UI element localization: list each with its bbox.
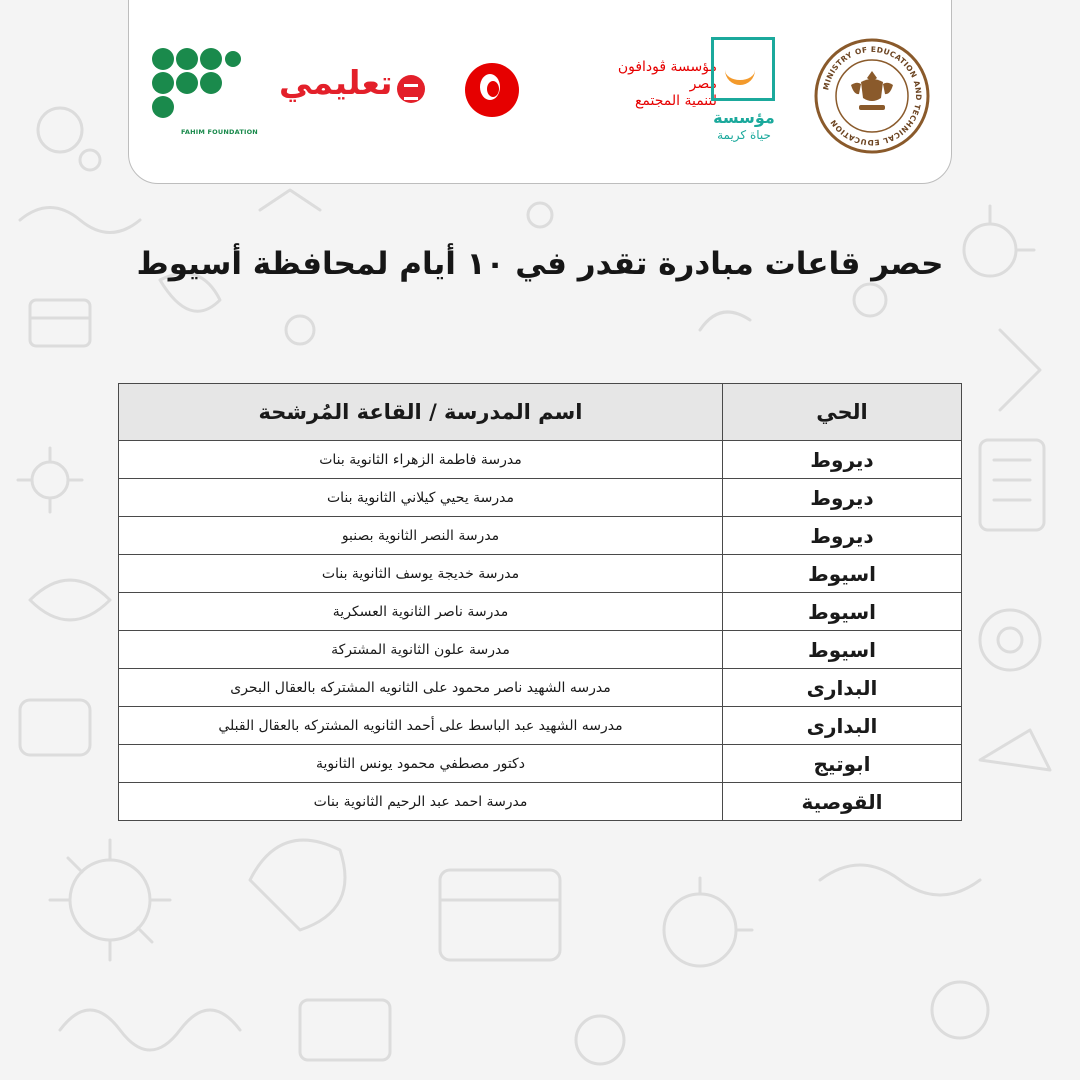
table-row: [119, 479, 962, 517]
table-row: [119, 441, 962, 479]
logo-header-card: [128, 0, 952, 184]
vodafone-speechmark-icon: [465, 63, 519, 117]
school-cell: مدرسة علون الثانوية المشتركة: [119, 631, 723, 669]
school-cell: مدرسة يحيي كيلاني الثانوية بنات: [119, 479, 723, 517]
district-cell: اسيوط: [723, 593, 962, 631]
vodafone-foundation-logo: [465, 59, 725, 139]
vodafone-label-line1: مؤسسة ڤودافون: [617, 59, 717, 75]
table-row: [119, 669, 962, 707]
district-cell: اسيوط: [723, 631, 962, 669]
table-row: [119, 745, 962, 783]
school-cell: مدرسة احمد عبد الرحيم الثانوية بنات: [119, 783, 723, 821]
hayah-karima-label-1: مؤسسة: [713, 108, 775, 127]
table-row: [119, 631, 962, 669]
table-row: [119, 707, 962, 745]
ministry-seal-label: MINISTRY OF EDUCATION AND TECHNICAL EDUCATION: [821, 44, 924, 148]
fahim-foundation-logo: [151, 47, 261, 147]
table-row: [119, 517, 962, 555]
school-cell: مدرسه الشهيد ناصر محمود على الثانويه المشتركه بالعقال البحرى: [119, 669, 723, 707]
school-cell: مدرسه الشهيد عبد الباسط على أحمد الثانويه المشتركه بالعقال القبلي: [119, 707, 723, 745]
district-column-header: الحي: [723, 384, 962, 441]
page-title: حصر قاعات مبادرة تقدر في ١٠ أيام لمحافظة أسيوط: [136, 246, 944, 282]
school-halls-table: [118, 383, 962, 821]
school-cell: مدرسة النصر الثانوية بصنبو: [119, 517, 723, 555]
table-header-row: [119, 384, 962, 441]
vodafone-label-line3: لتنمية المجتمع: [634, 93, 717, 109]
school-cell: دكتور مصطفي محمود يونس الثانوية: [119, 745, 723, 783]
hayah-karima-logo: [707, 33, 785, 155]
school-cell: مدرسة خديجة يوسف الثانوية بنات: [119, 555, 723, 593]
school-cell: مدرسة فاطمة الزهراء الثانوية بنات: [119, 441, 723, 479]
fahim-logo-icon: [151, 47, 241, 127]
hayah-karima-label-2: حياة كريمة: [717, 128, 771, 142]
district-cell: البدارى: [723, 707, 962, 745]
district-cell: البدارى: [723, 669, 962, 707]
taalimi-mark-icon: [397, 75, 425, 103]
ministry-of-education-seal: [813, 37, 931, 155]
school-cell: مدرسة ناصر الثانوية العسكرية: [119, 593, 723, 631]
district-cell: ديروط: [723, 479, 962, 517]
vodafone-label-line2: مصر: [689, 76, 717, 92]
district-cell: ديروط: [723, 517, 962, 555]
district-cell: القوصية: [723, 783, 962, 821]
table-row: [119, 783, 962, 821]
taalimi-logo: [279, 63, 434, 123]
district-cell: اسيوط: [723, 555, 962, 593]
district-cell: ابوتيج: [723, 745, 962, 783]
table-row: [119, 593, 962, 631]
fahim-logo-label: FAHIM FOUNDATION: [181, 128, 258, 136]
table-row: [119, 555, 962, 593]
district-cell: ديروط: [723, 441, 962, 479]
taalimi-logo-label: تعليمي: [279, 63, 393, 102]
school-column-header: اسم المدرسة / القاعة المُرشحة: [119, 384, 723, 441]
